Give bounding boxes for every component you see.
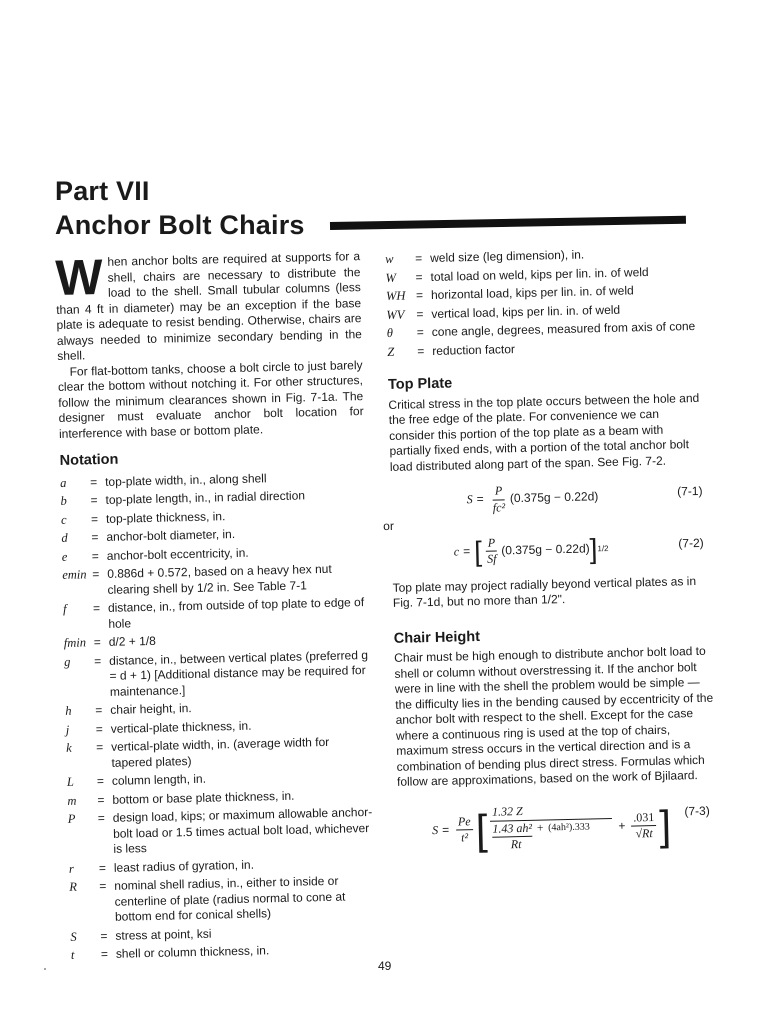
notation-definition: top-plate thickness, in. <box>105 508 226 526</box>
notation-item <box>68 805 374 858</box>
notation-equals: = <box>100 946 109 962</box>
notation-definition: vertical-plate width, in. (average width for tapered plates) <box>110 734 330 770</box>
notation-symbol: c <box>60 512 67 527</box>
notation-equals: = <box>415 269 423 284</box>
notation-definition: weld size (leg dimension), in. <box>429 247 585 265</box>
notation-definition: nominal shell radius, in., either to inside or centerline of plate (radius normal to cone at bottom end for conical shells) <box>114 873 346 924</box>
notation-definition: distance, in., between vertical plates (preferred g = d + 1) [Additional distance may be required for maintenance.] <box>109 647 369 699</box>
drop-cap: W <box>54 248 104 306</box>
eq3-lhs: S <box>431 822 439 837</box>
notation-definition: shell or column thickness, in. <box>115 943 270 961</box>
notation-equals: = <box>94 653 102 668</box>
notation-definition: distance, in., from outside of top plate to edge of hole <box>107 595 365 631</box>
eq2-body: (0.375g − 0.22d) <box>501 541 590 558</box>
eq3-last-denominator: √Rt <box>635 826 653 841</box>
notation-equals: = <box>90 493 98 508</box>
notation-equals: = <box>100 928 108 943</box>
notation-equals: = <box>95 703 103 718</box>
notation-item <box>71 941 376 963</box>
notation-equals: = <box>93 635 101 650</box>
notation-symbol: f <box>62 601 67 616</box>
eq1-body: (0.375g − 0.22d) <box>509 489 599 506</box>
notation-symbol: a <box>59 475 67 490</box>
notation-equals: = <box>92 567 100 582</box>
notation-symbol: θ <box>386 325 394 340</box>
notation-equals: = <box>95 721 103 736</box>
notation-item <box>64 647 370 700</box>
notation-symbol: h <box>65 703 72 718</box>
eq3-numerator: Pe <box>456 814 473 831</box>
eq1-lhs: S <box>466 492 473 507</box>
notation-item <box>69 873 375 926</box>
notation-definition: chair height, in. <box>110 701 192 717</box>
notation-definition: vertical load, kips per lin. in. of weld <box>431 302 621 321</box>
notation-symbol: k <box>66 740 72 755</box>
notation-equals: = <box>89 474 98 489</box>
notation-equals: = <box>92 601 101 616</box>
notation-definition: d/2 + 1/8 <box>108 633 156 649</box>
notation-list-continued <box>385 245 705 360</box>
notation-equals: = <box>416 325 425 340</box>
notation-symbol: WH <box>385 288 406 303</box>
notation-definition: total load on weld, kips per lin. in. of weld <box>430 264 649 284</box>
top-plate-paragraph: Critical stress in the top plate occurs between the hole and the free edge of the plate. For convenience we can consider this portion of the top plate as a beam with partially fixed ends, with a portion of the total anchor bolt load distributed along part of the span. See Fig. 7-2. <box>388 390 700 474</box>
notation-symbol: j <box>65 722 70 737</box>
eq3-number: (7-3) <box>684 803 710 818</box>
part-label: Part VII <box>55 176 150 206</box>
equation-7-3: S = $\frac{Pe}{\text{t²}}$ [ 1.32 Z 1.43 ah² + (4ah²).333 Rt + $\frac{.031}{√Rt}$ ] (7-3) <box>431 801 710 853</box>
notation-symbol: d <box>61 530 68 545</box>
equation-7-2: c = [ $\frac{P}{Sf}$ (0.375g − 0.22d) ] 1/2 (7-2) <box>453 532 704 567</box>
chapter-title: Anchor Bolt Chairs <box>55 210 305 240</box>
eq3-last-numerator: .031 <box>631 809 656 826</box>
notation-definition: 0.886d + 0.572, based on a heavy hex nut clearing shell by 1/2 in. See Table 7-1 <box>107 561 332 597</box>
or-text: or <box>383 518 395 534</box>
notation-symbol: m <box>67 793 77 808</box>
notation-definition: top-plate width, in., along shell <box>104 470 267 489</box>
intro-paragraph-1 <box>55 249 362 364</box>
top-plate-note: Top plate may project radially beyond vertical plates as in Fig. 7-1d, but no more than 1/2". <box>392 573 697 610</box>
notation-definition: column length, in. <box>111 771 207 788</box>
left-column <box>55 249 376 966</box>
eq3-inner-numerator: 1.32 Z <box>490 802 612 821</box>
page-number: 49 <box>378 959 392 973</box>
notation-definition: bottom or base plate thickness, in. <box>112 788 295 807</box>
notation-symbol: P <box>67 811 76 826</box>
chair-height-heading: Chair Height <box>393 628 481 647</box>
notation-item <box>66 734 372 772</box>
eq2-numerator: P <box>486 535 498 552</box>
notation-equals: = <box>97 792 105 807</box>
notation-symbol: R <box>69 879 78 894</box>
notation-definition: anchor-bolt eccentricity, in. <box>106 545 249 563</box>
notation-item <box>62 561 368 599</box>
notation-list <box>60 469 376 964</box>
eq3-inner-den-a: 1.43 ah² <box>492 821 532 838</box>
notation-symbol: Z <box>387 344 395 359</box>
top-plate-heading: Top Plate <box>387 375 453 393</box>
notation-symbol: L <box>66 774 75 789</box>
notation-definition: stress at point, ksi <box>115 926 212 943</box>
notation-equals: = <box>98 860 107 875</box>
notation-equals: = <box>96 774 105 789</box>
notation-definition: vertical-plate thickness, in. <box>110 718 252 736</box>
eq3-inner-den-b: Rt <box>510 837 522 852</box>
notation-symbol: fmin <box>63 635 87 650</box>
right-column <box>385 245 717 855</box>
notation-equals: = <box>90 511 99 526</box>
eq1-number: (7-1) <box>677 483 703 499</box>
eq1-denominator: fc² <box>492 499 506 515</box>
chair-height-paragraph: Chair must be high enough to distribute anchor bolt load to shell or column without overstressing it. If the anchor bolt were in line with the shell the problem would be simple — the difficulty lies in the bending caused by eccentricity of the anchor bolt with respect to the shell. Except for the case where a continuous ring is used at the top of chairs, maximum stress occurs in the vertical direction and is a combination of bending plus direct stress. Formulas which follow are approximations, based on the work of Bjilaard. <box>394 643 714 789</box>
scan-speck <box>44 968 46 970</box>
notation-symbol: t <box>70 947 75 962</box>
notation-definition: least radius of gyration, in. <box>113 857 255 875</box>
notation-equals: = <box>95 740 104 755</box>
notation-symbol: r <box>68 861 74 876</box>
notation-definition: anchor-bolt diameter, in. <box>106 526 236 544</box>
eq1-numerator: P <box>493 483 505 500</box>
notation-equals: = <box>97 811 105 826</box>
notation-equals: = <box>415 288 424 303</box>
eq2-exponent: 1/2 <box>597 543 609 554</box>
notation-symbol: S <box>70 929 77 944</box>
notation-equals: = <box>417 343 425 358</box>
notation-heading: Notation <box>59 451 119 469</box>
eq3-plus-term: (4ah²).333 <box>548 821 590 834</box>
notation-definition: top-plate length, in., in radial direction <box>105 488 306 507</box>
notation-equals: = <box>91 530 99 545</box>
notation-symbol: WV <box>386 307 405 322</box>
intro-text-1: hen anchor bolts are required at supports for a shell, chairs are necessary to distribute the load to the shell. Small tubular columns (less than 4 ft in diameter) may be an exception if the base plate is adequate to resist bending. Otherwise, chairs are always needed to minimize secondary bending in the shell. <box>56 249 362 363</box>
eq2-lhs: c <box>453 544 460 559</box>
notation-item <box>63 595 369 633</box>
notation-definition: horizontal load, kips per lin. in. of weld <box>430 283 634 302</box>
notation-item <box>387 337 705 360</box>
notation-equals: = <box>99 878 107 894</box>
notation-symbol: e <box>61 549 68 564</box>
notation-symbol: emin <box>62 567 87 582</box>
notation-equals: = <box>416 306 424 321</box>
notation-definition: design load, kips; or maximum allowable anchor-bolt load or 1.5 times actual bolt load, whichever is less <box>112 804 373 856</box>
title-rule <box>330 216 686 230</box>
eq2-denominator: Sf <box>486 551 497 566</box>
eq2-number: (7-2) <box>678 535 704 550</box>
intro-paragraph-2: For flat-bottom tanks, choose a bolt circle to just barely clear the bottom without notching it. For other structures, follow the minimum clearances shown in Fig. 7-1a. The designer must evaluate anchor bolt location for interference with base or bottom plate. <box>57 357 364 441</box>
notation-definition: cone angle, degrees, measured from axis of cone <box>431 318 696 339</box>
notation-symbol: w <box>385 251 394 266</box>
notation-symbol: g <box>64 654 71 669</box>
notation-symbol: b <box>60 493 67 508</box>
eq3-denominator: t² <box>461 830 469 845</box>
notation-symbol: W <box>385 270 397 285</box>
notation-equals: = <box>91 548 99 563</box>
equation-7-1: S = $\frac{P}{\text{fc²}}$ (0.375g − 0.22d) (7-1) <box>466 483 703 515</box>
notation-definition: reduction factor <box>432 341 516 358</box>
notation-equals: = <box>414 251 423 266</box>
